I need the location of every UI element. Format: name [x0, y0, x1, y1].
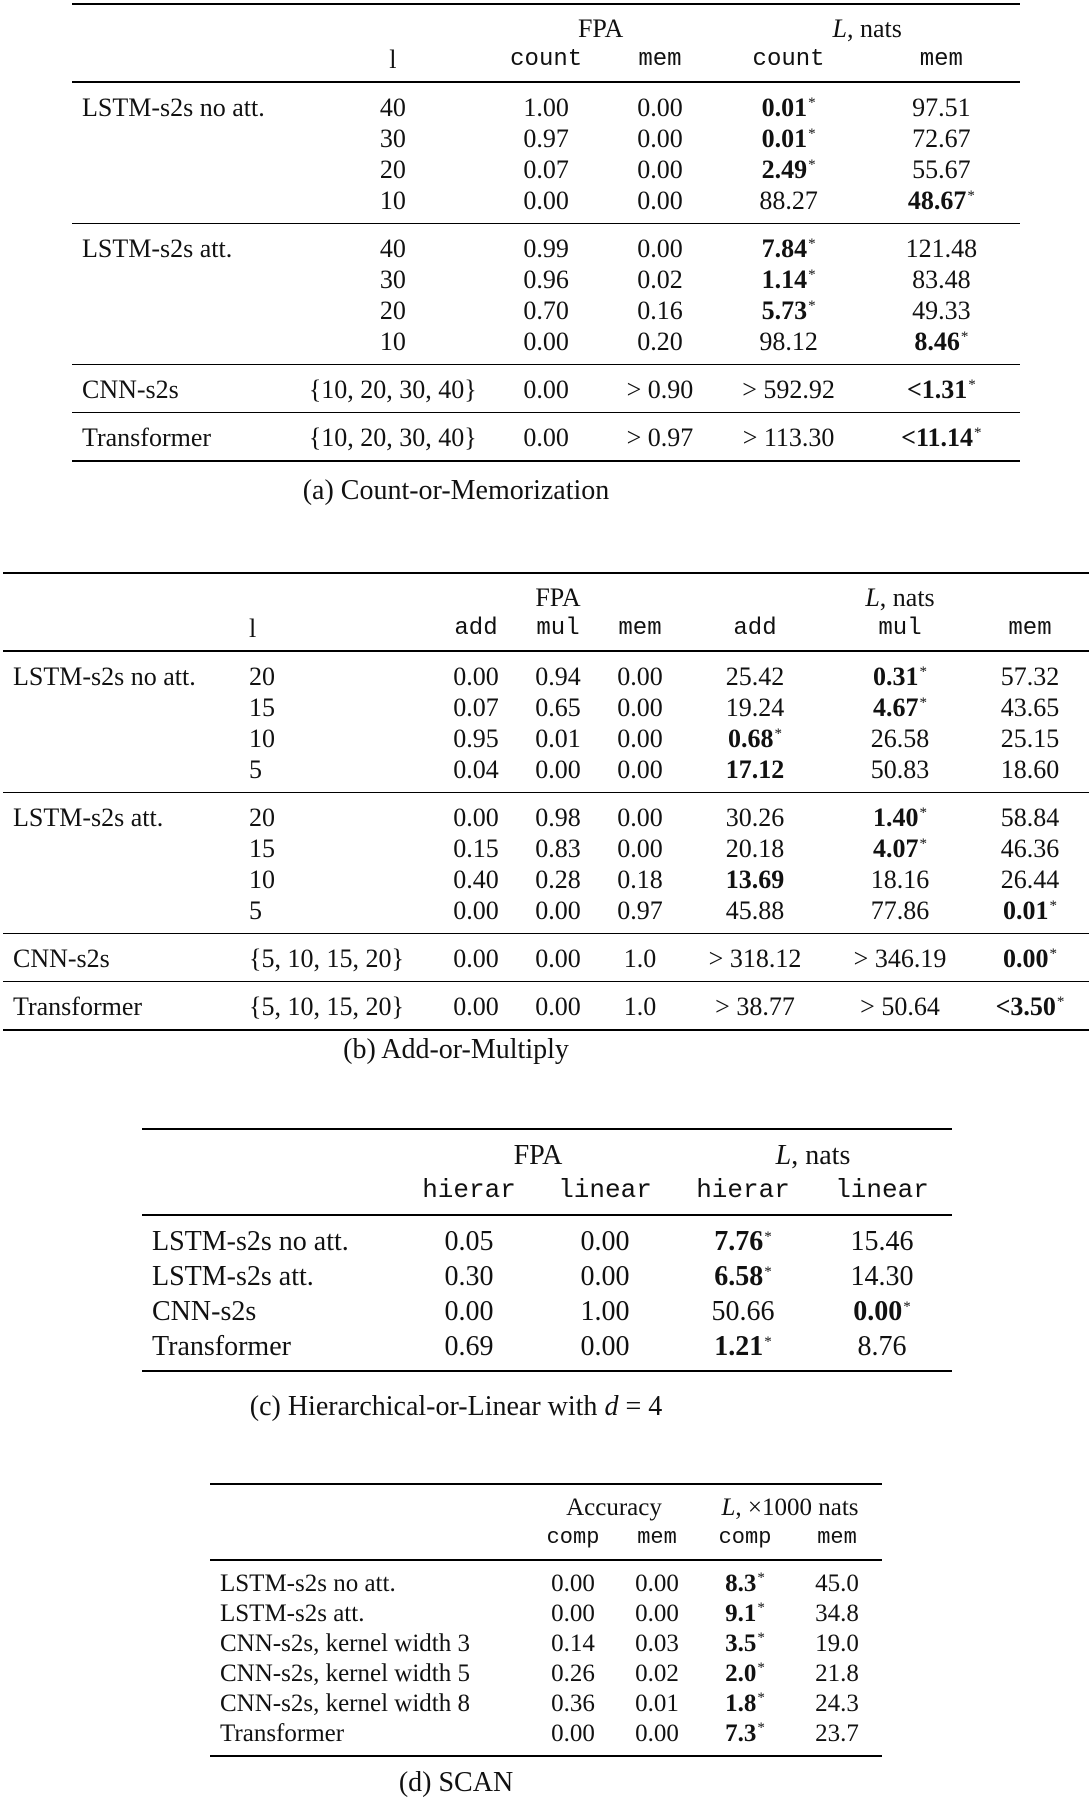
value-cell: 0.01 — [635, 1690, 679, 1717]
value-cell: 0.07 — [453, 693, 499, 722]
table-row — [3, 934, 1089, 982]
table-d-col-header: comp — [718, 1525, 772, 1550]
value-cell: > 346.19 — [853, 944, 947, 973]
table-row — [72, 326, 1020, 365]
value-cell: 0.36 — [551, 1690, 595, 1717]
table-a-block — [72, 3, 1020, 462]
significance-star: * — [774, 726, 782, 742]
value-cell: > 318.12 — [708, 944, 802, 973]
value-cell: 4.07* — [873, 834, 927, 863]
table-row — [210, 1689, 882, 1719]
value-cell: 0.02 — [635, 1660, 679, 1687]
model-name — [3, 833, 239, 864]
model-name: LSTM-s2s att. — [82, 234, 233, 263]
significance-star: * — [808, 298, 816, 314]
value-cell: 0.00 — [637, 93, 683, 122]
value-cell: 46.36 — [1000, 834, 1060, 863]
value-cell: 43.65 — [1000, 693, 1060, 722]
table-row — [3, 864, 1089, 895]
length-cell: {5, 10, 15, 20} — [249, 944, 404, 973]
value-cell: 0.97 — [617, 896, 663, 925]
value-cell: 2.49* — [761, 155, 816, 184]
significance-star: * — [967, 188, 975, 204]
value-cell: 0.00 — [535, 896, 581, 925]
table-c-caption: (c) Hierarchical-or-Linear with d = 4 — [249, 1391, 663, 1422]
value-cell: 0.01* — [761, 93, 816, 122]
table-d-col-header: mem — [817, 1525, 857, 1550]
table-d-caption: (d) SCAN — [398, 1767, 514, 1798]
table-a-col-header: mem — [919, 46, 963, 73]
table-row — [3, 793, 1089, 834]
value-cell: 0.00 — [523, 327, 569, 356]
value-cell: 1.00 — [523, 93, 569, 122]
table-b-group-fpa: FPA — [535, 583, 581, 612]
significance-star: * — [757, 1570, 765, 1586]
table-row — [3, 723, 1089, 754]
value-cell: > 38.77 — [715, 992, 795, 1021]
value-cell: 0.20 — [637, 327, 683, 356]
model-name: CNN-s2s, kernel width 5 — [220, 1660, 470, 1687]
table-row — [72, 224, 1020, 265]
value-cell: 1.0 — [623, 944, 657, 973]
value-cell: 0.00 — [551, 1600, 595, 1627]
table-d-block — [210, 1483, 882, 1757]
value-cell: 0.00 — [637, 234, 683, 263]
table-b-group-l: L, nats — [865, 583, 935, 612]
value-cell: 98.12 — [759, 327, 818, 356]
significance-star: * — [919, 664, 927, 680]
model-name — [72, 154, 299, 185]
value-cell: 23.7 — [815, 1720, 859, 1747]
value-cell: 25.42 — [725, 662, 785, 691]
model-name: LSTM-s2s att. — [13, 803, 164, 832]
value-cell: 0.28 — [535, 865, 581, 894]
value-cell: 0.00 — [617, 693, 663, 722]
value-cell: 0.70 — [523, 296, 569, 325]
length-cell: {5, 10, 15, 20} — [249, 992, 404, 1021]
model-name: CNN-s2s — [82, 375, 179, 404]
value-cell: 18.16 — [870, 865, 930, 894]
value-cell: 0.16 — [637, 296, 683, 325]
table-row — [72, 264, 1020, 295]
value-cell: 6.58* — [714, 1261, 772, 1292]
value-cell: 0.05 — [444, 1226, 494, 1257]
value-cell: 15.46 — [850, 1226, 914, 1257]
significance-star: * — [960, 329, 969, 345]
model-name: Transformer — [82, 423, 212, 452]
value-cell: 0.00 — [453, 944, 499, 973]
model-name — [3, 895, 239, 934]
value-cell: 0.96 — [523, 265, 569, 294]
model-name — [72, 295, 299, 326]
table-row — [3, 754, 1089, 793]
table-a-body — [72, 82, 1020, 461]
table-row — [3, 895, 1089, 934]
value-cell: 83.48 — [912, 265, 971, 294]
table-b-col-header: mem — [618, 615, 662, 642]
significance-star: * — [757, 1660, 765, 1676]
value-cell: > 113.30 — [742, 423, 835, 452]
table-b-block — [3, 572, 1089, 1031]
value-cell: 0.15 — [453, 834, 499, 863]
model-name: CNN-s2s — [152, 1296, 257, 1327]
significance-star: * — [974, 425, 982, 441]
value-cell: 13.69 — [725, 865, 785, 894]
significance-star: * — [808, 95, 816, 111]
significance-star: * — [919, 805, 927, 821]
value-cell: 0.95 — [453, 724, 499, 753]
value-cell: 19.24 — [725, 693, 785, 722]
table-d-col-header: mem — [637, 1525, 677, 1550]
value-cell: 25.15 — [1000, 724, 1060, 753]
table-row — [142, 1215, 952, 1259]
model-name — [72, 264, 299, 295]
value-cell: 24.3 — [815, 1690, 859, 1717]
length-cell: 5 — [249, 896, 262, 925]
table-row — [72, 82, 1020, 123]
table-d-group-l: L, ×1000 nats — [721, 1494, 859, 1521]
table-d-group-acc: Accuracy — [566, 1494, 662, 1521]
length-cell: 15 — [249, 834, 275, 863]
table-b-col-header: mul — [878, 615, 922, 642]
value-cell: 0.00 — [635, 1720, 679, 1747]
value-cell: 72.67 — [912, 124, 971, 153]
significance-star: * — [968, 377, 976, 393]
value-cell: 9.1* — [725, 1600, 765, 1627]
value-cell: > 0.90 — [626, 375, 694, 404]
length-cell: 10 — [249, 724, 275, 753]
length-cell: 30 — [379, 265, 406, 294]
value-cell: 0.00 — [617, 803, 663, 832]
significance-star: * — [808, 267, 816, 283]
value-cell: 30.26 — [725, 803, 785, 832]
value-cell: 121.48 — [905, 234, 978, 263]
value-cell: 0.00 — [453, 662, 499, 691]
value-cell: > 0.97 — [626, 423, 694, 452]
value-cell: 0.03 — [635, 1630, 679, 1657]
table-row — [3, 833, 1089, 864]
value-cell: 0.00 — [580, 1261, 630, 1292]
value-cell: 3.5* — [725, 1630, 765, 1657]
value-cell: 0.69 — [444, 1331, 494, 1362]
length-cell: 20 — [379, 296, 406, 325]
table-row — [72, 413, 1020, 462]
model-name — [3, 723, 239, 754]
significance-star: * — [808, 126, 816, 142]
table-row — [3, 651, 1089, 692]
value-cell: 0.68* — [728, 724, 782, 753]
value-cell: 50.66 — [711, 1296, 775, 1327]
value-cell: 34.8 — [815, 1600, 859, 1627]
value-cell: 0.01 — [535, 724, 581, 753]
value-cell: 0.00 — [617, 834, 663, 863]
table-row — [210, 1629, 882, 1659]
value-cell: 0.00 — [523, 375, 569, 404]
table-row — [72, 123, 1020, 154]
table-row — [210, 1599, 882, 1629]
value-cell: 0.00 — [551, 1720, 595, 1747]
table-row — [210, 1719, 882, 1756]
significance-star: * — [903, 1299, 911, 1315]
significance-star: * — [808, 157, 816, 173]
table-c-col-header: linear — [835, 1175, 929, 1205]
value-cell: 1.0 — [623, 992, 657, 1021]
value-cell: 8.3* — [725, 1570, 765, 1597]
value-cell: 77.86 — [870, 896, 930, 925]
model-name — [3, 754, 239, 793]
table-row — [72, 295, 1020, 326]
value-cell: 0.00 — [617, 724, 663, 753]
model-name: Transformer — [152, 1331, 291, 1362]
table-b-body — [3, 651, 1089, 1030]
value-cell: 0.18 — [617, 865, 663, 894]
model-name: LSTM-s2s no att. — [152, 1226, 349, 1257]
table-a-col-header: count — [752, 46, 825, 73]
table-b-caption: (b) Add-or-Multiply — [343, 1034, 569, 1065]
value-cell: 0.00 — [453, 803, 499, 832]
table-b-col-header: add — [454, 615, 498, 642]
significance-star: * — [764, 1229, 772, 1245]
value-cell: 18.60 — [1000, 755, 1060, 784]
significance-star: * — [919, 695, 927, 711]
value-cell: 26.44 — [1000, 865, 1060, 894]
value-cell: 0.00 — [635, 1570, 679, 1597]
table-d-body — [210, 1560, 882, 1756]
value-cell: 97.51 — [912, 93, 971, 122]
table-c-col-header: hierar — [696, 1175, 790, 1205]
length-cell: 20 — [249, 662, 275, 691]
table-a-col-header: mem — [638, 46, 682, 73]
table-b-col-header: add — [733, 615, 777, 642]
value-cell: 0.30 — [444, 1261, 494, 1292]
value-cell: 7.3* — [725, 1720, 765, 1747]
value-cell: 0.00 — [551, 1570, 595, 1597]
table-row — [72, 185, 1020, 224]
table-b-col-header: mul — [536, 615, 580, 642]
value-cell: 0.00 — [635, 1600, 679, 1627]
length-cell: 20 — [379, 155, 406, 184]
model-name: Transformer — [220, 1720, 345, 1747]
length-cell: {10, 20, 30, 40} — [308, 423, 477, 452]
model-name — [72, 123, 299, 154]
value-cell: 0.04 — [453, 755, 499, 784]
significance-star: * — [1056, 994, 1065, 1010]
value-cell: 5.73* — [761, 296, 816, 325]
value-cell: 0.00 — [453, 896, 499, 925]
significance-star: * — [1049, 898, 1057, 914]
value-cell: 45.88 — [725, 896, 785, 925]
table-b-col-header: mem — [1008, 615, 1052, 642]
value-cell: 0.00* — [1003, 944, 1057, 973]
value-cell: 0.00 — [580, 1331, 630, 1362]
significance-star: * — [919, 836, 927, 852]
value-cell: 19.0 — [815, 1630, 859, 1657]
table-row — [142, 1329, 952, 1371]
value-cell: 0.07 — [523, 155, 569, 184]
value-cell: 7.76* — [714, 1226, 772, 1257]
value-cell: 0.00 — [453, 992, 499, 1021]
value-cell: 4.67* — [873, 693, 927, 722]
table-c-body — [142, 1215, 952, 1371]
table-row — [72, 154, 1020, 185]
table-a-group-fpa: FPA — [577, 14, 624, 43]
table-c-col-header: linear — [558, 1175, 652, 1205]
table-row — [210, 1659, 882, 1689]
table-c-group-l: L, nats — [775, 1140, 851, 1171]
value-cell: 0.00 — [535, 944, 581, 973]
table-d-col-header: comp — [546, 1525, 600, 1550]
value-cell: 0.00 — [617, 662, 663, 691]
significance-star: * — [757, 1630, 765, 1646]
value-cell: 7.84* — [761, 234, 816, 263]
significance-star: * — [757, 1690, 765, 1706]
table-a-group-l: L, nats — [832, 14, 902, 43]
value-cell: 0.01* — [1003, 896, 1057, 925]
significance-star: * — [764, 1334, 772, 1350]
table-row — [3, 982, 1089, 1031]
value-cell: 0.00 — [535, 992, 581, 1021]
value-cell: 20.18 — [725, 834, 785, 863]
model-name: LSTM-s2s no att. — [220, 1570, 396, 1597]
value-cell: 0.40 — [453, 865, 499, 894]
value-cell: 0.00 — [637, 124, 683, 153]
table-c-block — [142, 1128, 952, 1372]
value-cell: 1.00 — [580, 1296, 630, 1327]
value-cell: <1.31* — [906, 375, 976, 404]
length-cell: 15 — [249, 693, 275, 722]
value-cell: <11.14* — [901, 423, 982, 452]
value-cell: <3.50* — [995, 992, 1065, 1021]
model-name — [3, 864, 239, 895]
significance-star: * — [757, 1600, 765, 1616]
value-cell: 1.21* — [714, 1331, 772, 1362]
significance-star: * — [808, 236, 816, 252]
value-cell: 50.83 — [870, 755, 930, 784]
significance-star: * — [764, 1264, 772, 1280]
value-cell: 2.0* — [725, 1660, 765, 1687]
length-cell: 10 — [379, 186, 406, 215]
value-cell: 17.12 — [725, 755, 785, 784]
value-cell: 1.14* — [761, 265, 816, 294]
table-a-col-header: count — [510, 46, 583, 73]
model-name: LSTM-s2s att. — [220, 1600, 365, 1627]
significance-star: * — [757, 1720, 765, 1736]
value-cell: 0.98 — [535, 803, 581, 832]
value-cell: 0.14 — [551, 1630, 595, 1657]
table-c — [142, 1128, 952, 1372]
table-b-col-l: l — [249, 614, 257, 643]
length-cell: 30 — [379, 124, 406, 153]
value-cell: 1.8* — [725, 1690, 765, 1717]
value-cell: 8.46* — [914, 327, 969, 356]
value-cell: 0.00 — [617, 755, 663, 784]
value-cell: 0.00 — [444, 1296, 494, 1327]
value-cell: 14.30 — [850, 1261, 914, 1292]
table-row — [72, 365, 1020, 413]
value-cell: 0.00 — [523, 423, 569, 452]
value-cell: 8.76 — [857, 1331, 907, 1362]
table-a — [72, 3, 1020, 462]
table-c-col-header: hierar — [422, 1175, 516, 1205]
model-name: LSTM-s2s no att. — [82, 93, 265, 122]
table-b — [3, 572, 1089, 1031]
value-cell: 0.02 — [637, 265, 683, 294]
value-cell: 0.94 — [535, 662, 581, 691]
value-cell: 0.00 — [637, 155, 683, 184]
length-cell: 10 — [249, 865, 275, 894]
model-name — [72, 326, 299, 365]
model-name — [3, 692, 239, 723]
table-row — [142, 1259, 952, 1294]
model-name: CNN-s2s — [13, 944, 110, 973]
table-row — [3, 692, 1089, 723]
model-name: LSTM-s2s att. — [152, 1261, 314, 1292]
significance-star: * — [1049, 946, 1057, 962]
length-cell: 40 — [379, 93, 406, 122]
model-name: LSTM-s2s no att. — [13, 662, 196, 691]
value-cell: 0.26 — [551, 1660, 595, 1687]
value-cell: 1.40* — [873, 803, 927, 832]
value-cell: 58.84 — [1000, 803, 1060, 832]
length-cell: 10 — [379, 327, 406, 356]
model-name — [72, 185, 299, 224]
length-cell: 40 — [379, 234, 406, 263]
value-cell: 48.67* — [907, 186, 975, 215]
value-cell: 88.27 — [759, 186, 818, 215]
model-name: CNN-s2s, kernel width 8 — [220, 1690, 470, 1717]
table-a-col-l: l — [389, 45, 397, 74]
value-cell: 26.58 — [870, 724, 930, 753]
value-cell: 0.31* — [873, 662, 927, 691]
value-cell: 45.0 — [815, 1570, 859, 1597]
value-cell: 0.00 — [637, 186, 683, 215]
value-cell: > 50.64 — [860, 992, 940, 1021]
value-cell: 0.83 — [535, 834, 581, 863]
value-cell: 0.00 — [580, 1226, 630, 1257]
model-name: Transformer — [13, 992, 143, 1021]
value-cell: > 592.92 — [742, 375, 835, 404]
table-d — [210, 1483, 882, 1757]
table-a-caption: (a) Count-or-Memorization — [302, 475, 610, 506]
length-cell: {10, 20, 30, 40} — [308, 375, 477, 404]
value-cell: 49.33 — [912, 296, 971, 325]
value-cell: 0.65 — [535, 693, 581, 722]
value-cell: 0.99 — [523, 234, 569, 263]
value-cell: 57.32 — [1000, 662, 1060, 691]
value-cell: 55.67 — [912, 155, 971, 184]
table-row — [142, 1294, 952, 1329]
table-row — [210, 1560, 882, 1599]
value-cell: 0.00 — [523, 186, 569, 215]
table-c-group-fpa: FPA — [513, 1140, 563, 1171]
value-cell: 0.00 — [535, 755, 581, 784]
length-cell: 20 — [249, 803, 275, 832]
value-cell: 21.8 — [815, 1660, 859, 1687]
value-cell: 0.00* — [853, 1296, 911, 1327]
value-cell: 0.01* — [761, 124, 816, 153]
value-cell: 0.97 — [523, 124, 569, 153]
model-name: CNN-s2s, kernel width 3 — [220, 1630, 470, 1657]
length-cell: 5 — [249, 755, 262, 784]
